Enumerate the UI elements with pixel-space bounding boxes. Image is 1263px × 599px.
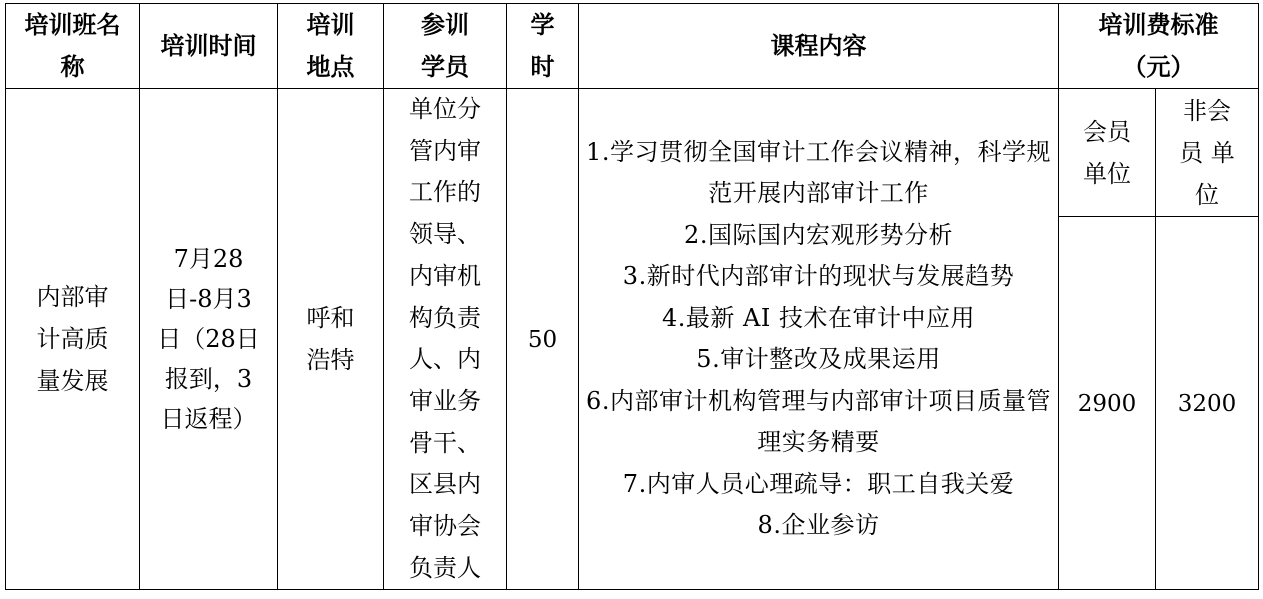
header-training-time: 培训时间: [140, 4, 278, 89]
header-fee-standard: 培训费标准（元）: [1059, 4, 1259, 89]
list-item: 3.新时代内部审计的现状与发展趋势: [622, 262, 1015, 291]
table-header-row: [6, 4, 1259, 89]
list-item: 2.国际国内宏观形势分析: [684, 220, 953, 249]
header-fee-member: 会员单位: [1059, 89, 1156, 217]
cell-training-time: 7月28日-8月3日（28日报到，3日返程）: [140, 89, 278, 590]
list-item: 5.审计整改及成果运用: [696, 345, 941, 374]
cell-fee-member: 2900: [1059, 217, 1156, 590]
document-page: [5, 3, 1259, 590]
cell-location: 呼和浩特: [278, 89, 384, 590]
header-participants: 参训学员: [384, 4, 507, 89]
cell-participants: 单位分管内审工作的领导、内审机构负责人、内审业务骨干、区县内审协会负责人: [384, 89, 507, 590]
list-item: 8.企业参访: [757, 511, 880, 540]
list-item: 6.内部审计机构管理与内部审计项目质量管理实务精要: [586, 386, 1051, 457]
training-schedule-table: [5, 3, 1259, 590]
header-course-content: 课程内容: [579, 4, 1059, 89]
header-location: 培训地点: [278, 4, 384, 89]
header-fee-nonmember: 非会员 单位: [1156, 89, 1259, 217]
list-item: 4.最新 AI 技术在审计中应用: [662, 303, 975, 332]
course-list: [579, 132, 1058, 547]
header-class-name: 培训班名 称: [6, 4, 140, 89]
cell-class-name: 内部审计高质量发展: [6, 89, 140, 590]
cell-fee-nonmember: 3200: [1156, 217, 1259, 590]
cell-hours: 50: [507, 89, 579, 590]
header-hours: 学时: [507, 4, 579, 89]
cell-course-content: [579, 89, 1059, 590]
list-item: 1.学习贯彻全国审计工作会议精神，科学规范开展内部审计工作: [586, 137, 1051, 208]
list-item: 7.内审人员心理疏导：职工自我关爱: [622, 469, 1015, 498]
